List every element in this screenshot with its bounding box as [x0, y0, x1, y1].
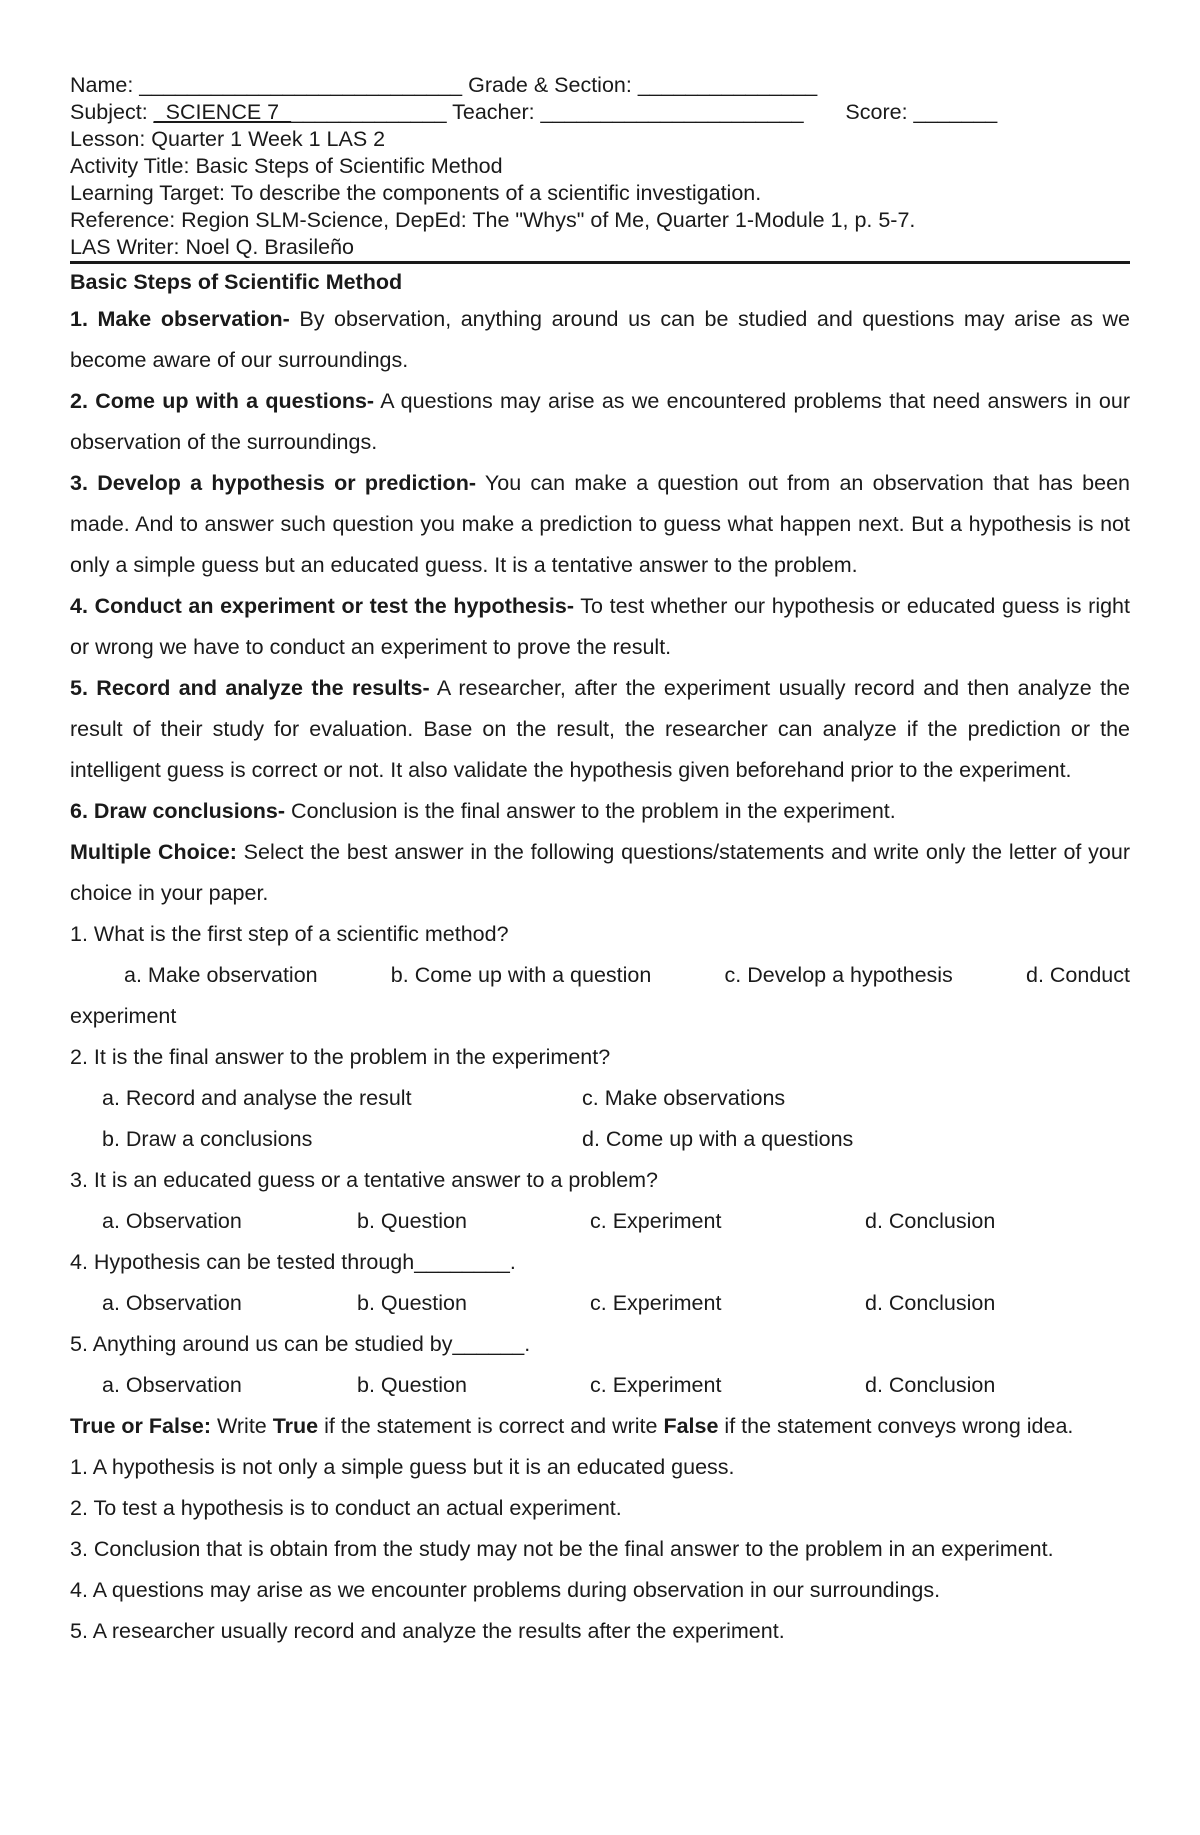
mc-option: c. Develop a hypothesis [724, 963, 953, 987]
true-false-text: if the statement is correct and write [318, 1414, 664, 1438]
mc-question-4: 4. Hypothesis can be tested through________. [70, 1250, 516, 1274]
mc-option: b. Come up with a question [390, 963, 652, 987]
step-2-text: A questions may arise as we encountered problems that need answers in our observation of the surroundings. [70, 389, 1130, 454]
step-1-text: By observation, anything around us can be studied and questions may arise as we become aware of our surroundings. [70, 307, 1130, 372]
mc-question-3: 3. It is an educated guess or a tentative answer to a problem? [70, 1168, 659, 1192]
lesson-title: Basic Steps of Scientific Method [70, 270, 403, 294]
mc-option: b. Question [357, 1291, 467, 1315]
step-4-text: To test whether our hypothesis or educated guess is right or wrong we have to conduct an experiment to prove the result. [70, 594, 1130, 659]
mc-option: a. Record and analyse the result [102, 1086, 412, 1110]
step-2-label: 2. Come up with a questions- [70, 389, 375, 413]
multiple-choice-instructions [70, 832, 1130, 914]
true-false-label: True or False: [70, 1414, 211, 1438]
step-3 [70, 463, 1130, 586]
step-1-label: 1. Make observation- [70, 307, 290, 331]
mc-option: a. Observation [102, 1373, 242, 1397]
step-6 [70, 791, 1130, 832]
tf-item-5: 5. A researcher usually record and analyze the results after the experiment. [70, 1619, 785, 1643]
step-5-label: 5. Record and analyze the results- [70, 676, 430, 700]
subject-value: _SCIENCE 7_ [153, 100, 292, 124]
mc-question-1: 1. What is the first step of a scientific method? [70, 922, 509, 946]
mc-option: c. Experiment [590, 1291, 722, 1315]
tf-item-1: 1. A hypothesis is not only a simple guess but it is an educated guess. [70, 1455, 735, 1479]
teacher-score-text: _____________ Teacher: ______________________ Score: _______ [291, 100, 998, 124]
mc-option: d. Conclusion [865, 1291, 996, 1315]
tf-item-2: 2. To test a hypothesis is to conduct an actual experiment. [70, 1496, 622, 1520]
reference-line: Reference: Region SLM-Science, DepEd: The "Whys" of Me, Quarter 1-Module 1, p. 5-7. [70, 208, 916, 232]
mc-option: a. Observation [102, 1291, 242, 1315]
tf-item-3: 3. Conclusion that is obtain from the study may not be the final answer to the problem in an experiment. [70, 1537, 1054, 1561]
writer-line: LAS Writer: Noel Q. Brasileño [70, 235, 354, 259]
false-word: False [663, 1414, 719, 1438]
mc-option: d. Conclusion [865, 1373, 996, 1397]
multiple-choice-label: Multiple Choice: [70, 840, 237, 864]
lesson-line: Lesson: Quarter 1 Week 1 LAS 2 [70, 127, 386, 151]
activity-title-line: Activity Title: Basic Steps of Scientific Method [70, 154, 503, 178]
step-5 [70, 668, 1130, 791]
mc-question-4-options [70, 1283, 1130, 1324]
mc-option: b. Question [357, 1373, 467, 1397]
mc-question-1-options [70, 955, 1130, 996]
true-false-text: if the statement conveys wrong idea. [718, 1414, 1074, 1438]
header-divider [70, 261, 1130, 264]
step-2 [70, 381, 1130, 463]
mc-option: d. Conclusion [865, 1209, 996, 1233]
mc-option: a. Observation [102, 1209, 242, 1233]
subject-label: Subject: [70, 100, 154, 124]
step-5-text: A researcher, after the experiment usually record and then analyze the result of their study for evaluation. Base on the result, the researcher can analyze if the prediction or the intelligent guess is correct or not. It also validate the hypothesis given beforehand prior to the experiment. [70, 676, 1130, 782]
mc-question-5: 5. Anything around us can be studied by______. [70, 1332, 531, 1356]
mc-option: d. Come up with a questions [582, 1127, 854, 1151]
mc-option: c. Experiment [590, 1373, 722, 1397]
mc-question-2: 2. It is the final answer to the problem in the experiment? [70, 1045, 611, 1069]
mc-option: c. Experiment [590, 1209, 722, 1233]
mc-question-3-options [70, 1201, 1130, 1242]
mc-option: d. Conduct [1026, 963, 1130, 987]
mc-question-5-options [70, 1365, 1130, 1406]
mc-option: b. Draw a conclusions [102, 1127, 313, 1151]
mc-option-wrap: experiment [70, 1004, 177, 1028]
true-word: True [272, 1414, 319, 1438]
step-3-label: 3. Develop a hypothesis or prediction- [70, 471, 476, 495]
mc-option: a. Make observation [124, 963, 318, 987]
mc-option: b. Question [357, 1209, 467, 1233]
step-6-label: 6. Draw conclusions- [70, 799, 286, 823]
learning-target-line: Learning Target: To describe the components of a scientific investigation. [70, 181, 762, 205]
worksheet-page [70, 72, 1130, 1643]
true-false-text: Write [211, 1414, 273, 1438]
multiple-choice-text: Select the best answer in the following questions/statements and write only the letter of your choice in your paper. [70, 840, 1130, 905]
step-3-text: You can make a question out from an observation that has been made. And to answer such question you make a prediction to guess what happen next. But a hypothesis is not only a simple guess but an educated guess. It is a tentative answer to the problem. [70, 471, 1130, 577]
subject-teacher-score-line [70, 99, 1130, 126]
true-false-instructions [70, 1406, 1130, 1447]
step-4-label: 4. Conduct an experiment or test the hypothesis- [70, 594, 574, 618]
step-4 [70, 586, 1130, 668]
step-6-text: Conclusion is the final answer to the problem in the experiment. [285, 799, 896, 823]
tf-item-4: 4. A questions may arise as we encounter problems during observation in our surroundings. [70, 1578, 941, 1602]
worksheet-body [70, 266, 1130, 1652]
mc-question-2-options [70, 1078, 1130, 1160]
name-grade-line: Name: ___________________________ Grade & Section: _______________ [70, 73, 818, 97]
step-1 [70, 299, 1130, 381]
mc-option: c. Make observations [582, 1086, 786, 1110]
